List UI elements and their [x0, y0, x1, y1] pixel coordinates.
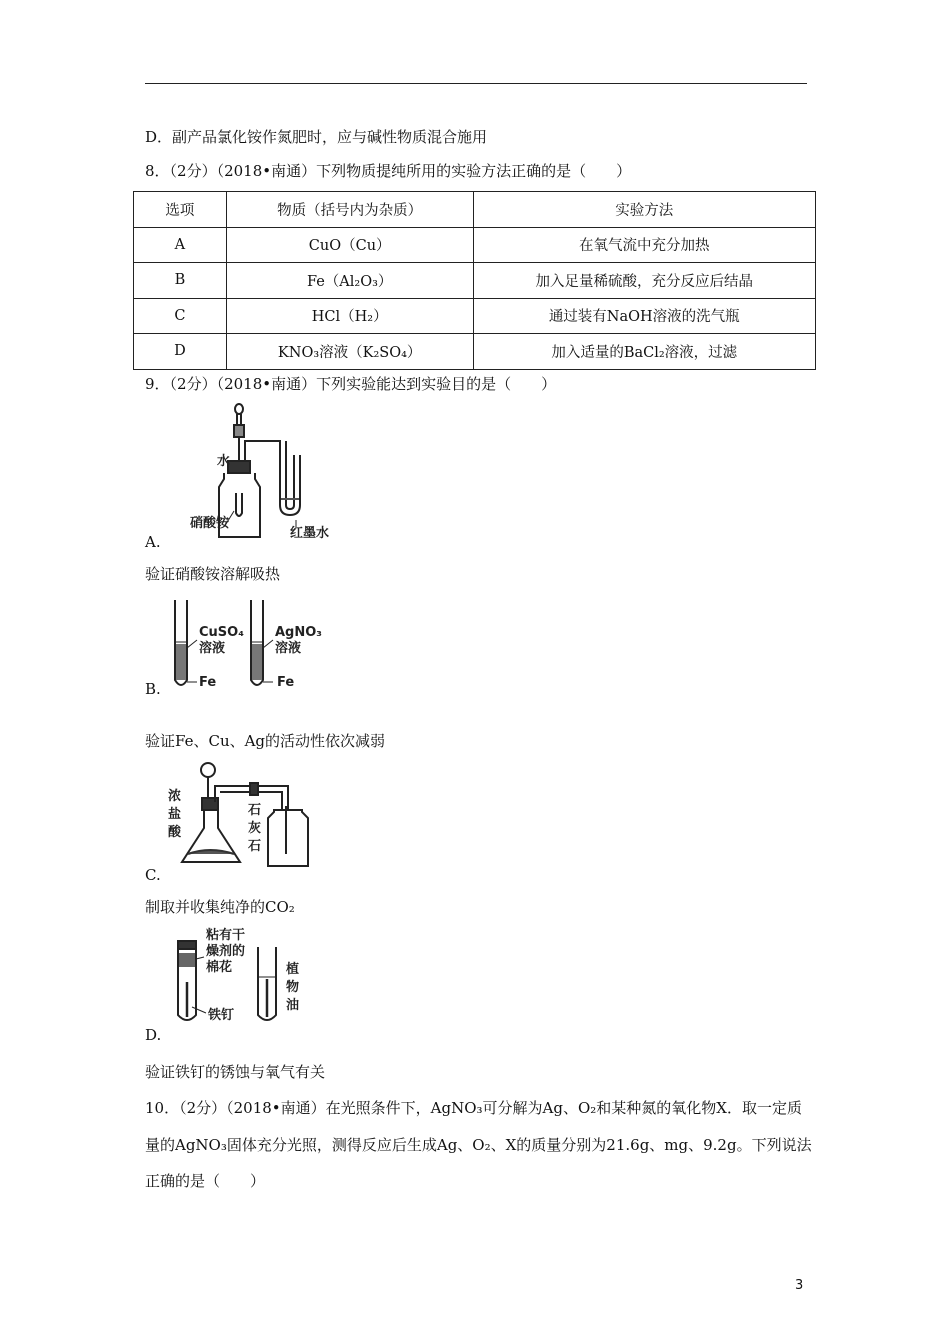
option-9b-letter: B.: [145, 680, 161, 698]
question-8-table: [133, 191, 816, 370]
question-8-stem: 8．（2分）（2018•南通）下列物质提纯所用的实验方法正确的是（ ）: [145, 162, 632, 180]
fig-d-label: 油: [286, 998, 300, 1013]
fig-d-label: 植: [286, 962, 300, 977]
header-cell: 实验方法: [473, 192, 815, 228]
table-row: [134, 263, 816, 299]
option-9c-letter: C.: [145, 866, 161, 884]
fig-d-label: 粘有干: [206, 928, 246, 943]
question-9-stem: 9．（2分）（2018•南通）下列实验能达到实验目的是（ ）: [145, 375, 557, 393]
fig-c-label: 石: [248, 839, 262, 854]
fig-c-label: 石: [248, 803, 262, 818]
fig-c-label: 浓: [168, 789, 182, 804]
fig-c-label: 灰: [248, 821, 262, 836]
header-cell: 选项: [134, 192, 227, 228]
option-9d-letter: D.: [145, 1026, 162, 1044]
option-9a-letter: A.: [145, 533, 161, 551]
table-row: [134, 227, 816, 263]
fig-a-label: 水: [217, 454, 231, 469]
fig-b-label: Fe: [199, 675, 217, 690]
fig-b-label: 溶液: [275, 641, 302, 656]
fig-b-label: CuSO₄: [199, 625, 244, 640]
table-cell: A: [134, 227, 227, 263]
figure-d-apparatus: [170, 927, 320, 1027]
option-9a-caption: 验证硝酸铵溶解吸热: [145, 565, 281, 583]
table-cell: 加入足量稀硫酸，充分反应后结晶: [473, 263, 815, 299]
figure-c-apparatus: [168, 762, 318, 872]
table-cell: Fe（Al₂O₃）: [226, 263, 473, 299]
figure-b-apparatus: [165, 598, 345, 693]
header-cell: 物质（括号内为杂质）: [226, 192, 473, 228]
table-header-row: [134, 192, 816, 228]
header-rule: [145, 83, 807, 84]
option-9c-caption: 制取并收集纯净的CO₂: [145, 898, 295, 916]
table-cell: 加入适量的BaCl₂溶液，过滤: [473, 334, 815, 370]
fig-a-label: 红墨水: [290, 526, 330, 541]
fig-b-label: 溶液: [199, 641, 226, 656]
fig-c-label: 酸: [168, 825, 182, 840]
question-10-line-1: 10．（2分）（2018•南通）在光照条件下，AgNO₃可分解为Ag、O₂和某种氮的氧化物X．取一定质: [145, 1099, 802, 1117]
table-row: [134, 334, 816, 370]
fig-a-label: 硝酸铵: [190, 516, 230, 531]
fig-b-label: Fe: [277, 675, 295, 690]
fig-d-label: 铁钉: [208, 1008, 235, 1023]
page-number: 3: [795, 1278, 804, 1293]
fig-c-label: 盐: [168, 807, 182, 822]
option-9b-caption: 验证Fe、Cu、Ag的活动性依次减弱: [145, 732, 386, 750]
question-10-line-3: 正确的是（ ）: [145, 1172, 266, 1190]
table-cell: B: [134, 263, 227, 299]
fig-d-label: 棉花: [206, 960, 233, 975]
table-row: [134, 298, 816, 334]
table-cell: KNO₃溶液（K₂SO₄）: [226, 334, 473, 370]
fig-d-label: 燥剂的: [206, 944, 246, 959]
figure-a-apparatus: [190, 403, 340, 548]
table-cell: C: [134, 298, 227, 334]
option-7d: D．副产品氯化铵作氮肥时，应与碱性物质混合施用: [145, 128, 488, 146]
question-10-line-2: 量的AgNO₃固体充分光照，测得反应后生成Ag、O₂、X的质量分别为21.6g、mg、9.2g。下列说法: [145, 1136, 812, 1154]
option-9d-caption: 验证铁钉的锈蚀与氧气有关: [145, 1063, 326, 1081]
fig-d-label: 物: [286, 980, 300, 995]
table-cell: CuO（Cu）: [226, 227, 473, 263]
table-cell: 在氧气流中充分加热: [473, 227, 815, 263]
table-cell: 通过装有NaOH溶液的洗气瓶: [473, 298, 815, 334]
table-cell: D: [134, 334, 227, 370]
fig-b-label: AgNO₃: [275, 625, 322, 640]
table-cell: HCl（H₂）: [226, 298, 473, 334]
